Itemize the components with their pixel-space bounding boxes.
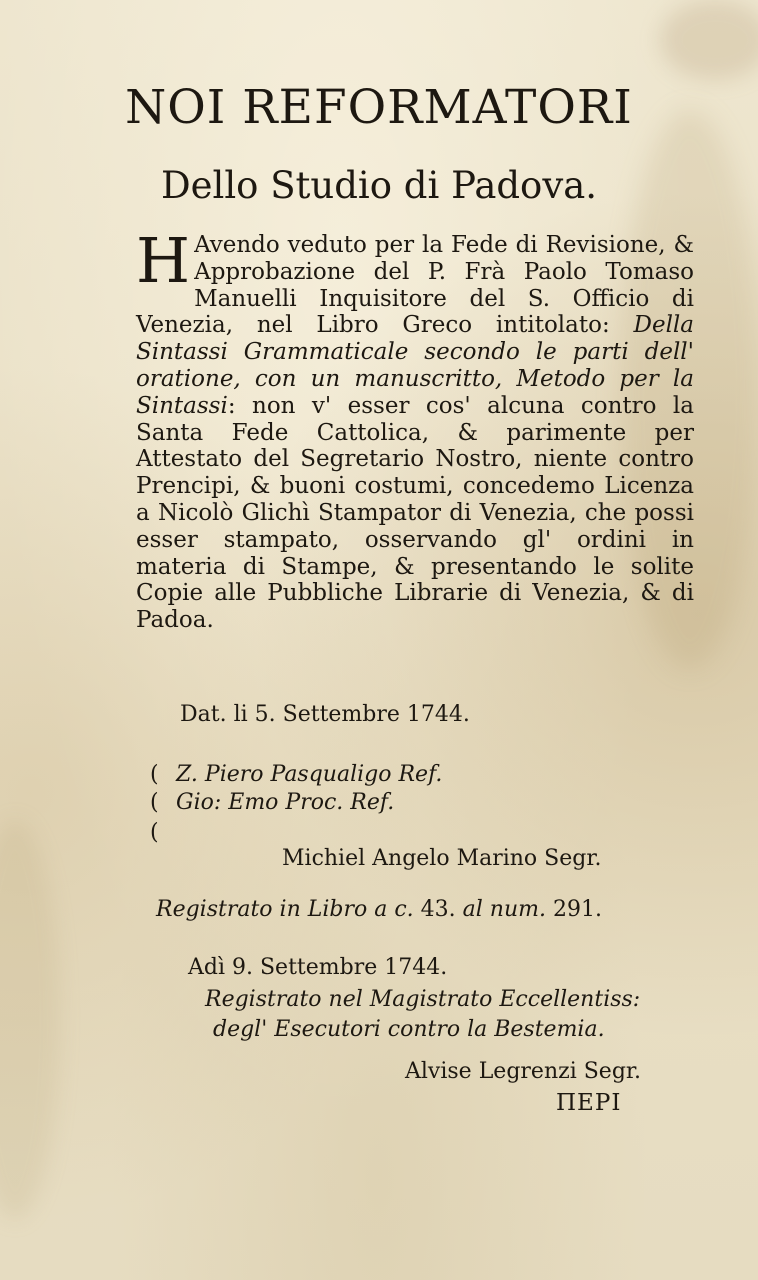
page-subtitle: Dello Studio di Padova. — [160, 164, 598, 207]
paper-stain — [0, 820, 60, 1220]
registration-middle: al num. — [455, 897, 553, 922]
second-registration — [205, 985, 640, 1045]
signatory-row — [150, 760, 442, 790]
bracket: ( — [150, 762, 159, 787]
license-text-part2: : non v' esser cos' alcuna contro la Santa Fede Cattolica, & parimente per Attestato del Segretario Nostro, niente contro Prencipi, & buoni costumi, concedemo Licenza a Nicolò Glichì Stampator di Venezia, che possi esser stampato, osservando gl' ordini in materia di Stampe, & presentando le solite Copie alle Pubbliche Librarie di Venezia, & di Padoa. — [136, 392, 694, 634]
license-text — [136, 224, 694, 634]
paper-stain — [660, 0, 758, 80]
bracket: ( — [150, 820, 159, 845]
second-date: Adì 9. Settembre 1744. — [188, 955, 448, 980]
book-title: Della Sintassi Grammaticale secondo le parti dell' oratione, con un manuscritto, Metodo per la Sintassi — [136, 312, 694, 419]
signatory-row — [150, 818, 176, 848]
secretary-signature: Michiel Angelo Marino Segr. — [282, 846, 602, 871]
signatory-name: Z. Piero Pasqualigo Ref. — [176, 762, 443, 787]
registration-page: 43. — [420, 897, 456, 922]
registration-number: 291. — [552, 897, 602, 922]
second-registration-line1: Registrato nel Magistrato Eccellentiss: — [205, 987, 641, 1012]
issue-date: Dat. li 5. Settembre 1744. — [180, 702, 470, 727]
signatory-name: Gio: Emo Proc. Ref. — [176, 790, 395, 815]
registration-note — [156, 895, 602, 925]
drop-cap: H — [136, 224, 191, 297]
registration-prefix: Registrato in Libro a c. — [156, 897, 421, 922]
signatory-row — [150, 788, 394, 818]
bracket: ( — [150, 790, 159, 815]
page-title: NOI REFORMATORI — [125, 80, 633, 135]
license-text-part1: Avendo veduto per la Fede di Revisione, & Approbazione del P. Frà Paolo Tomaso Manuelli Inquisitore del S. Officio di Venezia, nel Libro Greco intitolato: — [136, 232, 694, 339]
second-registration-line2: degl' Esecutori contro la Bestemia. — [213, 1017, 605, 1042]
catchword: ΠΕΡΙ — [556, 1090, 622, 1116]
second-secretary-signature: Alvise Legrenzi Segr. — [405, 1059, 641, 1084]
